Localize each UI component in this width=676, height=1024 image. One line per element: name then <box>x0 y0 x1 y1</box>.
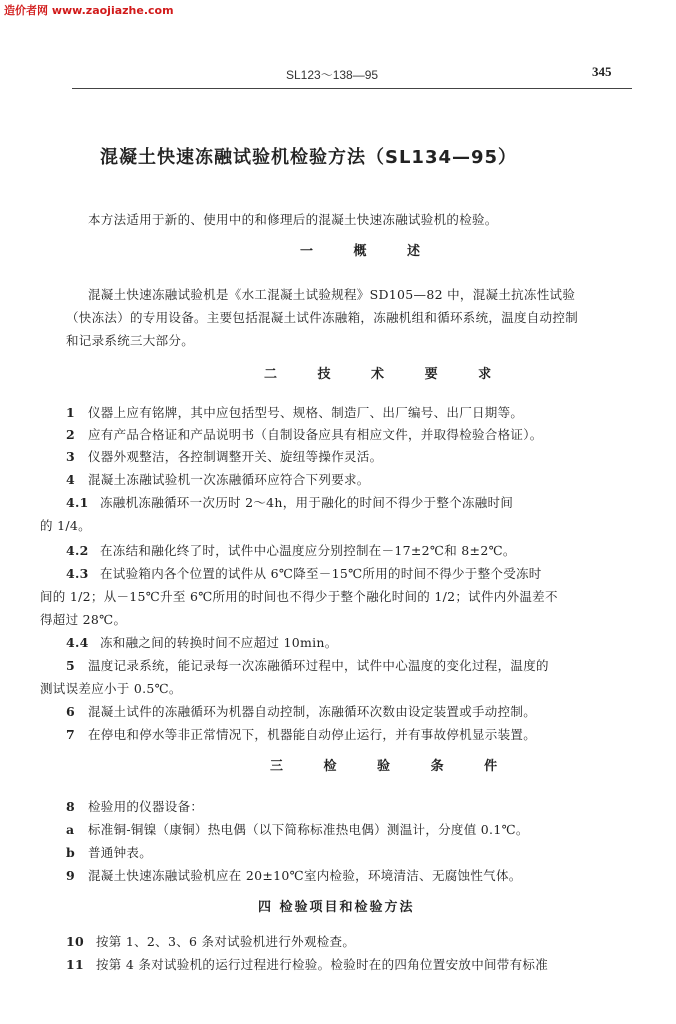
item-number: 2 <box>66 427 75 442</box>
item-text: 冻融机冻融循环一次历时 2～4h，用于融化的时间不得少于整个冻融时间 <box>100 495 514 510</box>
item-text: 在冻结和融化终了时，试件中心温度应分别控制在－17±2℃和 8±2℃。 <box>100 543 516 558</box>
item-text: 混凝土快速冻融试验机应在 20±10℃室内检验，环境清洁、无腐蚀性气体。 <box>88 868 522 883</box>
item-number: 8 <box>66 799 75 814</box>
item-a <box>66 820 636 838</box>
item-text: 普通钟表。 <box>88 845 153 860</box>
item-number: b <box>66 845 76 860</box>
item-4-3 <box>66 564 636 582</box>
watermark: 造价者网 www.zaojiazhe.com <box>4 4 174 17</box>
item-text: 检验用的仪器设备： <box>88 799 204 814</box>
item-number: 7 <box>66 727 75 742</box>
item-10 <box>66 932 636 950</box>
item-number: 4.3 <box>66 566 89 581</box>
overview-line-2: （快冻法）的专用设备。主要包括混凝土试件冻融箱，冻融机组和循环系统，温度自动控制 <box>66 310 579 325</box>
item-4 <box>66 470 636 488</box>
item-text: 温度记录系统，能记录每一次冻融循环过程中，试件中心温度的变化过程，温度的 <box>88 658 549 673</box>
item-11 <box>66 955 636 973</box>
item-text: 标准铜-铜镍（康铜）热电偶（以下简称标准热电偶）测温计，分度值 0.1℃。 <box>88 822 529 837</box>
section-heading-requirements: 二 技 术 要 求 <box>264 367 510 382</box>
running-header: SL123～138—95 <box>286 68 379 82</box>
item-number: 5 <box>66 658 75 673</box>
overview-line-3: 和记录系统三大部分。 <box>66 333 195 348</box>
section-heading-conditions: 三 检 验 条 件 <box>270 759 516 774</box>
item-8 <box>66 797 636 815</box>
item-number: 3 <box>66 449 75 464</box>
item-text: 仪器外观整洁，各控制调整开关、旋纽等操作灵活。 <box>88 449 383 464</box>
item-number: 10 <box>66 934 84 949</box>
item-number: 6 <box>66 704 75 719</box>
item-number: 4.4 <box>66 635 89 650</box>
item-number: 1 <box>66 405 75 420</box>
header-rule <box>72 88 632 89</box>
item-number: 9 <box>66 868 75 883</box>
item-7 <box>66 725 636 743</box>
item-4-4 <box>66 633 636 651</box>
section-heading-methods: 四 检验项目和检验方法 <box>258 900 415 915</box>
item-text: 按第 1、2、3、6 条对试验机进行外观检查。 <box>96 934 356 949</box>
item-5 <box>66 656 636 674</box>
item-b <box>66 843 636 861</box>
item-text: 混凝土冻融试验机一次冻融循环应符合下列要求。 <box>88 472 370 487</box>
item-text: 在试验箱内各个位置的试件从 6℃降至－15℃所用的时间不得少于整个受冻时 <box>100 566 542 581</box>
item-9 <box>66 866 636 884</box>
item-text: 冻和融之间的转换时间不应超过 10min。 <box>100 635 338 650</box>
item-4-2 <box>66 541 636 559</box>
item-text: 在停电和停水等非正常情况下，机器能自动停止运行，并有事故停机显示装置。 <box>88 727 537 742</box>
item-4-3-continued-2: 得超过 28℃。 <box>40 612 127 627</box>
section-heading-overview: 一 概 述 <box>300 244 439 259</box>
intro-paragraph: 本方法适用于新的、使用中的和修理后的混凝土快速冻融试验机的检验。 <box>88 212 498 227</box>
item-4-3-continued-1: 间的 1/2；从－15℃升至 6℃所用的时间也不得少于整个融化时间的 1/2；试件内外温差不 <box>40 589 558 604</box>
item-3 <box>66 447 636 465</box>
item-text: 应有产品合格证和产品说明书（自制设备应具有相应文件，并取得检验合格证）。 <box>88 427 543 442</box>
item-1 <box>66 403 636 421</box>
item-5-continued: 测试误差应小于 0.5℃。 <box>40 681 182 696</box>
item-4-1-continued: 的 1/4。 <box>40 518 91 533</box>
item-number: 4.1 <box>66 495 89 510</box>
overview-line-1: 混凝土快速冻融试验机是《水工混凝土试验规程》SD105—82 中，混凝土抗冻性试验 <box>88 287 576 302</box>
page-number: 345 <box>592 64 612 79</box>
item-text: 仪器上应有铭牌，其中应包括型号、规格、制造厂、出厂编号、出厂日期等。 <box>88 405 524 420</box>
item-text: 按第 4 条对试验机的运行过程进行检验。检验时在的四角位置安放中间带有标准 <box>96 957 549 972</box>
item-2 <box>66 425 636 443</box>
item-6 <box>66 702 636 720</box>
item-number: 4 <box>66 472 75 487</box>
document-title: 混凝土快速冻融试验机检验方法（SL134—95） <box>100 147 518 168</box>
item-number: 4.2 <box>66 543 89 558</box>
item-text: 混凝土试件的冻融循环为机器自动控制，冻融循环次数由设定装置或手动控制。 <box>88 704 537 719</box>
item-number: a <box>66 822 75 837</box>
item-4-1 <box>66 493 636 511</box>
item-number: 11 <box>66 957 84 972</box>
